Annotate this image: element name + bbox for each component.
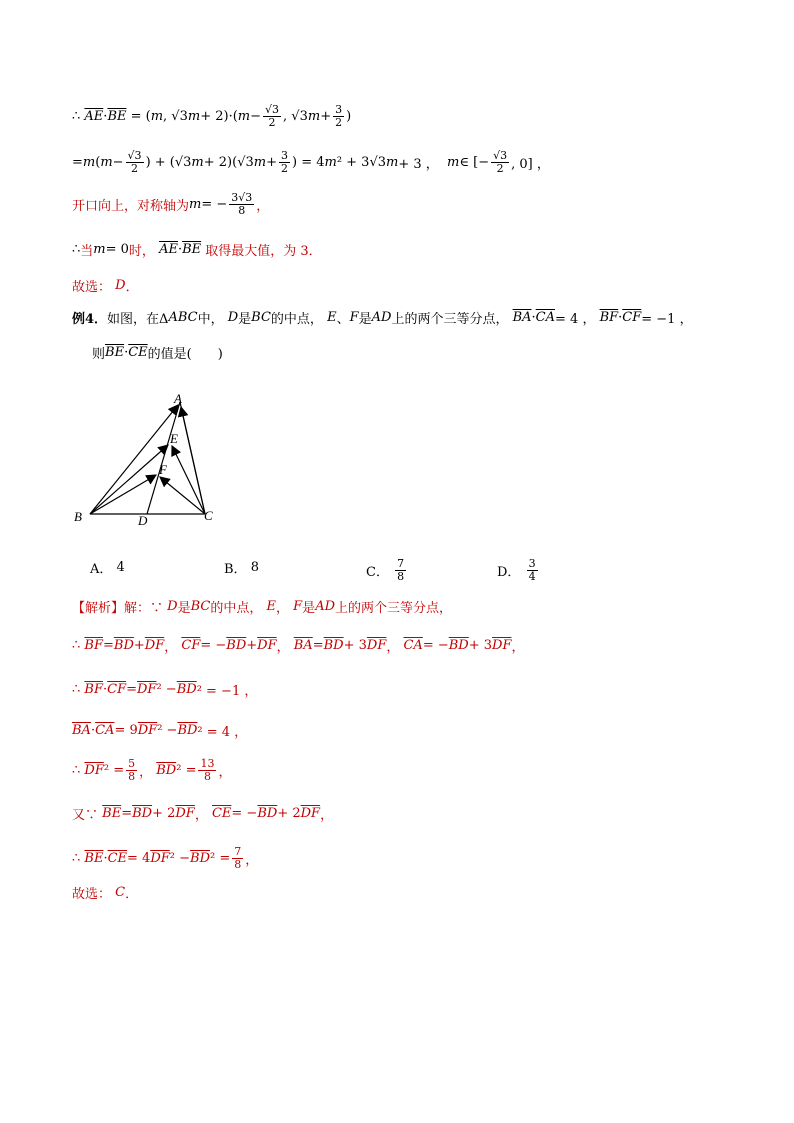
- vector-ce: [172, 446, 205, 514]
- example-stem: 例4． 如图，在Δ ABC 中， D 是 BC 的中点， E 、 F 是 AD 上的两个三等分点， $\overline{BA}$ · $\overline{CA}$ = 4 ， $\overline{BF}$ · $\overline{CF}$ = −1 ，: [72, 310, 693, 327]
- solution-line-2: = m ( m − $\frac{√3}{2}$ ) + (√3 m + 2)(√3 m + $\frac{3}{2}$ ) = 4 m ² + 3√3 m + 3 ， m ∈ [− $\frac{√3}{2}$ , 0] ，: [72, 149, 550, 175]
- label-e: E: [170, 431, 178, 446]
- label-f: F: [159, 462, 167, 477]
- example-label: 例4．: [72, 312, 108, 327]
- analysis-step-4: ∴ $\overline{DF}$ ² = $\frac{5}{8}$ ， $\overline{BD}$ ² = $\frac{13}{8}$ ，: [72, 757, 232, 783]
- median-ad: [147, 402, 180, 514]
- analysis-step-3: $\overline{BA}$ · $\overline{CA}$ = 9 $\overline{DF}$ ² − $\overline{BD}$ ² = 4 ，: [72, 723, 248, 740]
- label-d: D: [138, 513, 148, 528]
- analysis-tag: 【解析】: [72, 601, 125, 616]
- analysis-step-1: ∴ $\overline{BF}$ = $\overline{BD}$ + $\overline{DF}$ ， $\overline{CF}$ = − $\overline{BD}$ + $\overline{DF}$ ， $\overline{BA}$ = $\overline{BD}$ + 3 $\overline{DF}$ ， $\overline{CA}$ = − $\overline{BD}$ + 3 $\overline{DF}$ ，: [72, 638, 525, 655]
- analysis-answer: 故选： C ．: [72, 885, 139, 902]
- option-b: B． 8: [224, 560, 259, 577]
- option-c: C． $\frac{7}{8}$: [366, 557, 405, 583]
- solution-line-5: 故选： D ．: [72, 278, 139, 295]
- vector-ba: [90, 405, 178, 514]
- analysis-step-2: ∴ $\overline{BF}$ · $\overline{CF}$ = $\overline{DF}$ ² − $\overline{BD}$ ² = −1 ，: [72, 682, 258, 699]
- vector-cf: [160, 477, 205, 514]
- solution-line-3: 开口向上，对称轴为 m = − $\frac{3√3}{8}$ ，: [72, 191, 270, 217]
- analysis-intro: 【解析】 解：∵ D 是 BC 的中点， E ， F 是 AD 上的两个三等分点，: [72, 599, 453, 616]
- solution-line-1: ∴ $\overline{AE}$ · $\overline{BE}$ = ( m , √3 m + 2)·( m − $\frac{√3}{2}$ , √3 m + $\frac{3}{2}$ ): [72, 103, 352, 129]
- solution-line-4: ∴ 当 m = 0 时， $\overline{AE}$ · $\overline{BE}$ 取得最大值，为 3．: [72, 242, 322, 259]
- label-b: B: [74, 509, 82, 524]
- vector-ca: [181, 407, 205, 514]
- label-a: A: [174, 391, 182, 406]
- option-d: D． $\frac{3}{4}$: [497, 557, 536, 583]
- vector-bf: [90, 475, 156, 514]
- label-c: C: [204, 508, 213, 523]
- example-question: 则 $\overline{BE}$ · $\overline{CE}$ 的值是( ): [92, 345, 223, 362]
- option-a: A． 4: [90, 560, 125, 577]
- analysis-step-5: 又∵ $\overline{BE}$ = $\overline{BD}$ + 2 $\overline{DF}$ ， $\overline{CE}$ = − $\overline{BD}$ + 2 $\overline{DF}$ ，: [72, 806, 334, 823]
- vector-be: [90, 445, 168, 514]
- analysis-step-6: ∴ $\overline{BE}$ · $\overline{CE}$ = 4 $\overline{DF}$ ² − $\overline{BD}$ ² = $\frac{7}{8}$ ，: [72, 845, 259, 871]
- edge-ac: [180, 402, 205, 514]
